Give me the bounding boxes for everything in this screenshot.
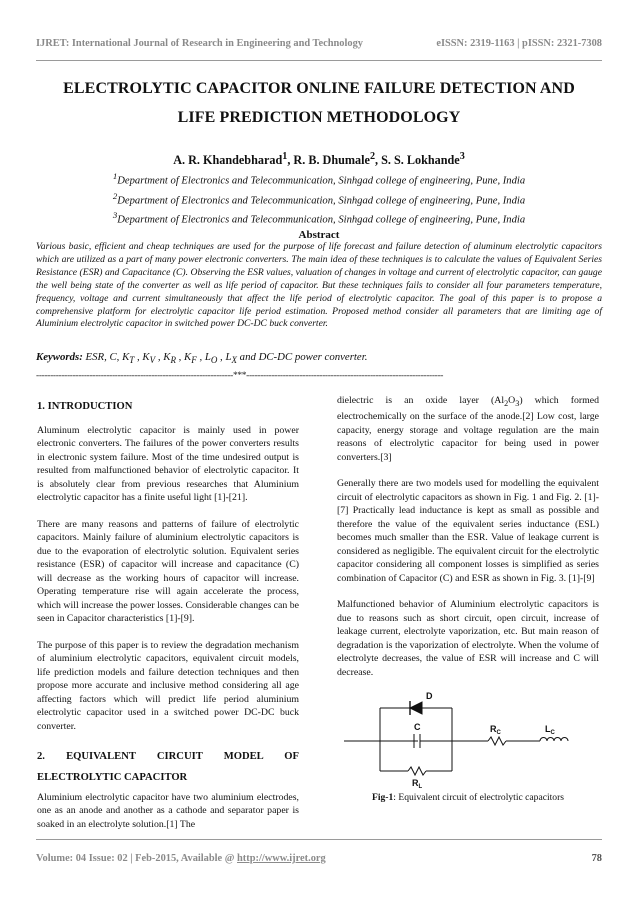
diode-symbol	[410, 702, 422, 714]
affiliation-1-text: Department of Electronics and Telecommunication, Sinhgad college of engineering, Pune, India	[117, 175, 526, 187]
keywords-label: Keywords:	[36, 351, 83, 363]
intro-heading: 1. INTRODUCTION	[37, 401, 133, 412]
affiliations	[30, 169, 608, 228]
author-2-sup: 2	[369, 151, 376, 162]
keywords	[36, 351, 602, 365]
affiliation-3-text: Department of Electronics and Telecommunication, Sinhgad college of engineering, Pune, India	[117, 214, 526, 226]
subscript: 2	[504, 398, 509, 408]
kw-part: , K	[134, 351, 150, 363]
author-1-sup: 1	[282, 151, 288, 162]
label-rc-sub: C	[496, 730, 501, 736]
running-footer	[36, 853, 602, 864]
left-column	[37, 394, 299, 844]
kw-sub: O	[210, 355, 218, 366]
resistor-rc-symbol	[488, 737, 506, 745]
resistor-rl-symbol	[408, 767, 426, 775]
section-2-heading-line-1: 2. EQUIVALENT CIRCUIT MODEL OF	[37, 751, 299, 762]
affiliation-3-sup: 3	[112, 210, 118, 221]
caption-text: : Equivalent circuit of electrolytic capacitors	[393, 792, 565, 803]
page-number: 78	[591, 853, 602, 864]
kw-part: , K	[155, 351, 171, 363]
label-rl	[412, 778, 423, 788]
kw-sub: R	[170, 355, 176, 366]
paper-title	[30, 74, 608, 132]
label-lc-main: L	[545, 724, 551, 734]
section-2-heading-line-2: ELECTROLYTIC CAPACITOR	[37, 772, 188, 783]
figure-caption	[337, 792, 599, 803]
label-rc	[490, 724, 502, 736]
affiliation-3	[30, 208, 608, 228]
section-2-paragraph-1: Aluminium electrolytic capacitor have two aluminium electrodes, one as an anode and another as a cathode and separator paper is soaked in an electrolyte solution.[1] The	[37, 791, 299, 830]
right-paragraph-3: Malfunctioned behavior of Aluminium electrolytic capacitors is due to reasons such as short circuit, open circuit, increase of leakage current, electrolyte vaporization, etc. But main reason of degradation is the vaporization of electrolyte. When the volume of electrolyte decreases, the value of ESR will increase and C will decrease.	[337, 599, 599, 678]
kw-part: , L	[217, 351, 232, 363]
kw-sub: F	[191, 355, 197, 366]
intro-paragraph-3: The purpose of this paper is to review the degradation mechanism of aluminium electrolytic capacitors, equivalent circuit models, life prediction models and failure detection techniques and then propose more accurate and inclusive method considering all age affecting factors which will predict life period aluminium electrolytic capacitor used in a switched power DC-DC buck converter.	[37, 639, 299, 732]
footer-url-link[interactable]: http://www.ijret.org	[237, 853, 326, 864]
author-2: R. B. Dhumale	[293, 153, 370, 168]
journal-name: IJRET: International Journal of Research in Engineering and Technology	[36, 38, 363, 49]
intro-paragraph-1: Aluminum electrolytic capacitor is mainly used in power electronic converters. The failures of the power converters results in electronic system failure. Most of the time undesired output is resulted from malfunctioned behavior of electrolytic capacitor. It is absolutely clear from previous researches that Aluminium electrolytic capacitor has a finite useful light [1]-[21].	[37, 424, 299, 503]
kw-part: , K	[175, 351, 192, 363]
author-list	[30, 151, 608, 168]
label-rl-main: R	[412, 778, 419, 788]
intro-paragraph-2: There are many reasons and patterns of failure of electrolytic capacitors. Mainly failure of aluminium electrolytic capacitors is due to the evaporation of electrolytic solution. Equivalent series resistance (ESR) of capacitor will increase and capacitance (C) will decrease as the working hours of capacitor will increase. Operating temperature rise will again accelerate the process, which will increase the power losses. Considerable changes can be seen in Capacitor characteristics [1]-[9].	[37, 518, 299, 624]
label-lc-sub: C	[550, 730, 555, 736]
text-run: O	[508, 395, 516, 406]
label-lc	[545, 724, 556, 736]
affiliation-1	[30, 169, 608, 189]
author-sep: ,	[375, 153, 382, 168]
kw-part: ESR, C, K	[82, 351, 130, 363]
title-line-2: LIFE PREDICTION METHODOLOGY	[177, 109, 461, 126]
kw-sub: V	[149, 355, 156, 366]
equivalent-circuit-diagram	[340, 688, 576, 788]
kw-sub: T	[129, 355, 135, 366]
affiliation-1-sup: 1	[112, 171, 118, 181]
right-column	[337, 394, 599, 692]
kw-part: , L	[196, 351, 211, 363]
label-c: C	[414, 722, 421, 732]
footer-rule	[36, 839, 602, 840]
footer-volume: Volume: 04 Issue: 02 | Feb-2015, Available @	[36, 853, 238, 864]
inductor-symbol	[540, 738, 568, 742]
title-line-1: ELECTROLYTIC CAPACITOR ONLINE FAILURE DETECTION AND	[63, 80, 575, 97]
kw-part: and DC-DC power converter.	[236, 351, 368, 363]
section-divider: ----------------------------------------------------------------------***----------------------------------------------------------------------	[36, 371, 444, 381]
abstract-text: Various basic, efficient and cheap techniques are used for the purpose of life forecast and failure detection of aluminum electrolytic capacitors which are utilized as a part of many power electronic converters. The main idea of these techniques is to calculate the values of Equivalent Series Resistance (ESR) and Capacitance (C). Observing the ESR values, valuation of changes in voltage and current of electrolytic capacitor, can gauge the well being state of the converter as well as life period of capacitor. But these techniques fails to consider all four parameters temperature, frequency, voltage and current simultaneously that affect the life period of electrolytic capacitor. The goal of this paper is to propose a comprehensive platform for electrolytic capacitor life period estimation. Proposed method consider all parameters that are limiting age of Aluminium electrolytic capacitor in switched power DC-DC buck converter.	[36, 241, 602, 330]
label-rc-main: R	[490, 724, 497, 734]
text-run: dielectric is an oxide layer (Al	[337, 395, 505, 406]
author-sep: ,	[287, 153, 294, 168]
issn: eISSN: 2319-1163 | pISSN: 2321-7308	[436, 38, 602, 49]
right-paragraph-2: Generally there are two models used for modelling the equivalent circuit of electrolytic capacitors as shown in Fig. 1 and Fig. 2. [1]-[7] Practically lead inductance is kept as small as possible and therefore the value of the equivalent series inductance (ESL) becomes much smaller than the ESR. Value of leakage current is considered as negligible. The equivalent circuit for the electrolytic capacitor considering all component losses is simplified as series combination of Capacitor (C) and ESR as shown in Fig. 3. [1]-[9]	[337, 478, 599, 584]
subscript: 3	[515, 398, 520, 408]
author-3: S. S. Lokhande	[381, 153, 460, 168]
affiliation-2	[30, 189, 608, 209]
label-d: D	[426, 691, 433, 701]
kw-sub: X	[231, 355, 237, 366]
label-rl-sub: L	[418, 784, 423, 788]
author-3-sup: 3	[459, 151, 465, 162]
affiliation-2-sup: 2	[112, 190, 118, 201]
affiliation-2-text: Department of Electronics and Telecommunication, Sinhgad college of engineering, Pune, India	[117, 195, 526, 207]
abstract-heading: Abstract	[298, 229, 340, 241]
caption-label: Fig-1	[371, 792, 394, 803]
author-1: A. R. Khandebharad	[173, 153, 283, 168]
header-rule	[36, 60, 602, 61]
text-run: ) which formed electrochemically on the surface of the anode.[2] Low cost, large capacity, energy storage and voltage regulation are the main reasons of electrolytic capacitor for being used in power converters.[3]	[337, 395, 599, 463]
right-paragraph-1	[337, 394, 599, 464]
